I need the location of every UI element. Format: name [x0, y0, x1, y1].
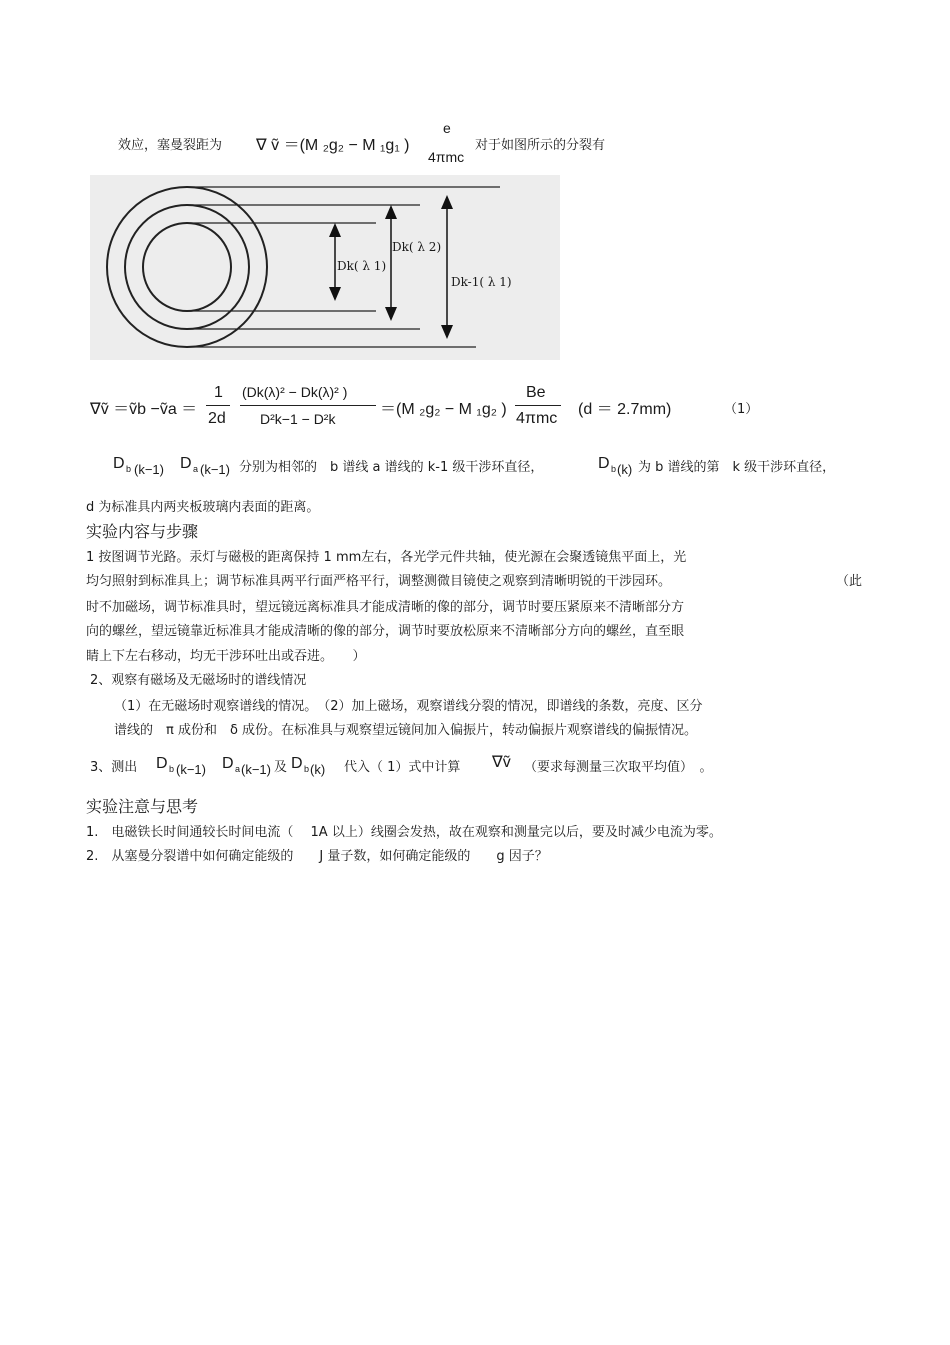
step3-sym-da: D: [222, 755, 234, 772]
step3-sym-db: D: [156, 755, 168, 772]
sym-dbk: D: [598, 455, 610, 472]
step3-sym-db-paren: (k−1): [176, 762, 206, 777]
step1-aside: （此: [836, 574, 863, 589]
step2-title: 2、观察有磁场及无磁场时的谱线情况: [90, 673, 307, 688]
step3-sym-da-paren: (k−1): [241, 762, 271, 777]
sym-dbk-sub: b: [611, 464, 617, 474]
step3-nabla: ∇ṽ: [492, 754, 511, 771]
note-item-1: 1. 电磁铁长时间通较长时间电流（ 1A 以上）线圈会发热，故在观察和测量完以后，要及时减少电流为零。: [86, 825, 722, 840]
label-dk-lambda2: Dk( λ 2): [392, 240, 442, 254]
eq1-number: （1）: [724, 402, 759, 417]
eq1-numerator: (Dk(λ)² − Dk(λ)² ): [242, 384, 348, 400]
step1-line-5: 睛上下左右移动，均无干涉环吐出或吞进。 ）: [86, 649, 366, 664]
sym-dbk-paren: (k): [617, 462, 633, 477]
step3-suffix: （要求每测量三次取平均值） 。: [524, 760, 713, 775]
eq1-half-top: 1: [214, 384, 223, 401]
defs-text2: 为 b 谱线的第 k 级干涉环直径，: [638, 460, 836, 475]
eq1-mid: ＝(M ₂g₂ − M ₁g₂ ): [380, 401, 507, 418]
step2-line-1: （1）在无磁场时观察谱线的情况。 （2）加上磁场，观察谱线分裂的情况，即谱线的条数，亮度、区分: [114, 699, 703, 714]
sym-db: D: [113, 455, 125, 472]
note-item-2: 2. 从塞曼分裂谱中如何确定能级的 J 量子数，如何确定能级的 g 因子？: [86, 849, 548, 864]
zeeman-formula: ∇ ṽ ＝(M ₂g₂ − M ₁g₁ ): [256, 137, 410, 154]
step3-sym-dbk-sub: b: [304, 764, 310, 774]
label-dk-lambda1: Dk( λ 1): [337, 259, 387, 273]
sym-db-sub: b: [126, 464, 132, 474]
eq1-be-bottom: 4πmc: [516, 410, 558, 427]
eq1-condition: (d ＝ 2.7mm): [578, 401, 672, 418]
eq1-lhs: ∇ṽ ＝ṽb −ṽa ＝: [90, 401, 198, 418]
label-dk-minus-1-lambda1: Dk-1( λ 1): [451, 275, 512, 289]
sym-da: D: [180, 455, 192, 472]
eq1-be-top: Be: [526, 384, 546, 401]
step3-sym-dbk: D: [291, 755, 303, 772]
step3-sym-db-sub: b: [169, 764, 175, 774]
step1-line-2: 均匀照射到标准具上；调节标准具两平行面严格平行，调整测微目镜使之观察到清晰明锐的干涉园环。: [86, 574, 672, 589]
step3-sym-dbk-paren: (k): [310, 762, 326, 777]
interference-rings-figure: [90, 175, 560, 360]
step1-line-1: 1 按图调节光路。汞灯与磁极的距离保持 1 mm左右，各光学元件共轴，使光源在会聚透镜焦平面上，光: [86, 550, 687, 565]
eq1-denominator: D²k−1 − D²k: [260, 411, 336, 427]
step3-sym-da-sub: a: [235, 764, 241, 774]
sym-db-paren: (k−1): [134, 462, 164, 477]
step1-line-4: 向的螺丝，望远镜靠近标准具才能成清晰的像的部分，调节时要放松原来不清晰部分方向的螺丝，直至眼: [86, 624, 685, 639]
defs-line2: d 为标准具内两夹板玻璃内表面的距离。: [86, 500, 320, 515]
zeeman-fraction-top: e: [443, 120, 451, 136]
step1-line-3: 时不加磁场，调节标准具时，望远镜远离标准具才能成清晰的像的部分，调节时要压紧原来不清晰部分方: [86, 600, 685, 615]
sym-da-paren: (k−1): [200, 462, 230, 477]
step3-and: 及: [274, 760, 288, 775]
intro-suffix: 对于如图所示的分裂有: [475, 138, 606, 153]
section-title-procedure: 实验内容与步骤: [86, 522, 199, 541]
step3-mid: 代入（ 1）式中计算: [344, 760, 461, 775]
sym-da-sub: a: [193, 464, 199, 474]
intro-prefix: 效应，塞曼裂距为: [118, 138, 223, 153]
defs-text1: 分别为相邻的 b 谱线 a 谱线的 k-1 级干涉环直径，: [239, 460, 544, 475]
zeeman-fraction-bottom: 4πmc: [428, 149, 465, 165]
eq1-half-bottom: 2d: [208, 410, 226, 427]
step2-line-2: 谱线的 π 成份和 δ 成份。在标准具与观察望远镜间加入偏振片，转动偏振片观察谱线的偏振情况。: [114, 723, 698, 738]
step3-prefix: 3、测出: [90, 760, 138, 775]
section-title-notes: 实验注意与思考: [86, 797, 199, 816]
